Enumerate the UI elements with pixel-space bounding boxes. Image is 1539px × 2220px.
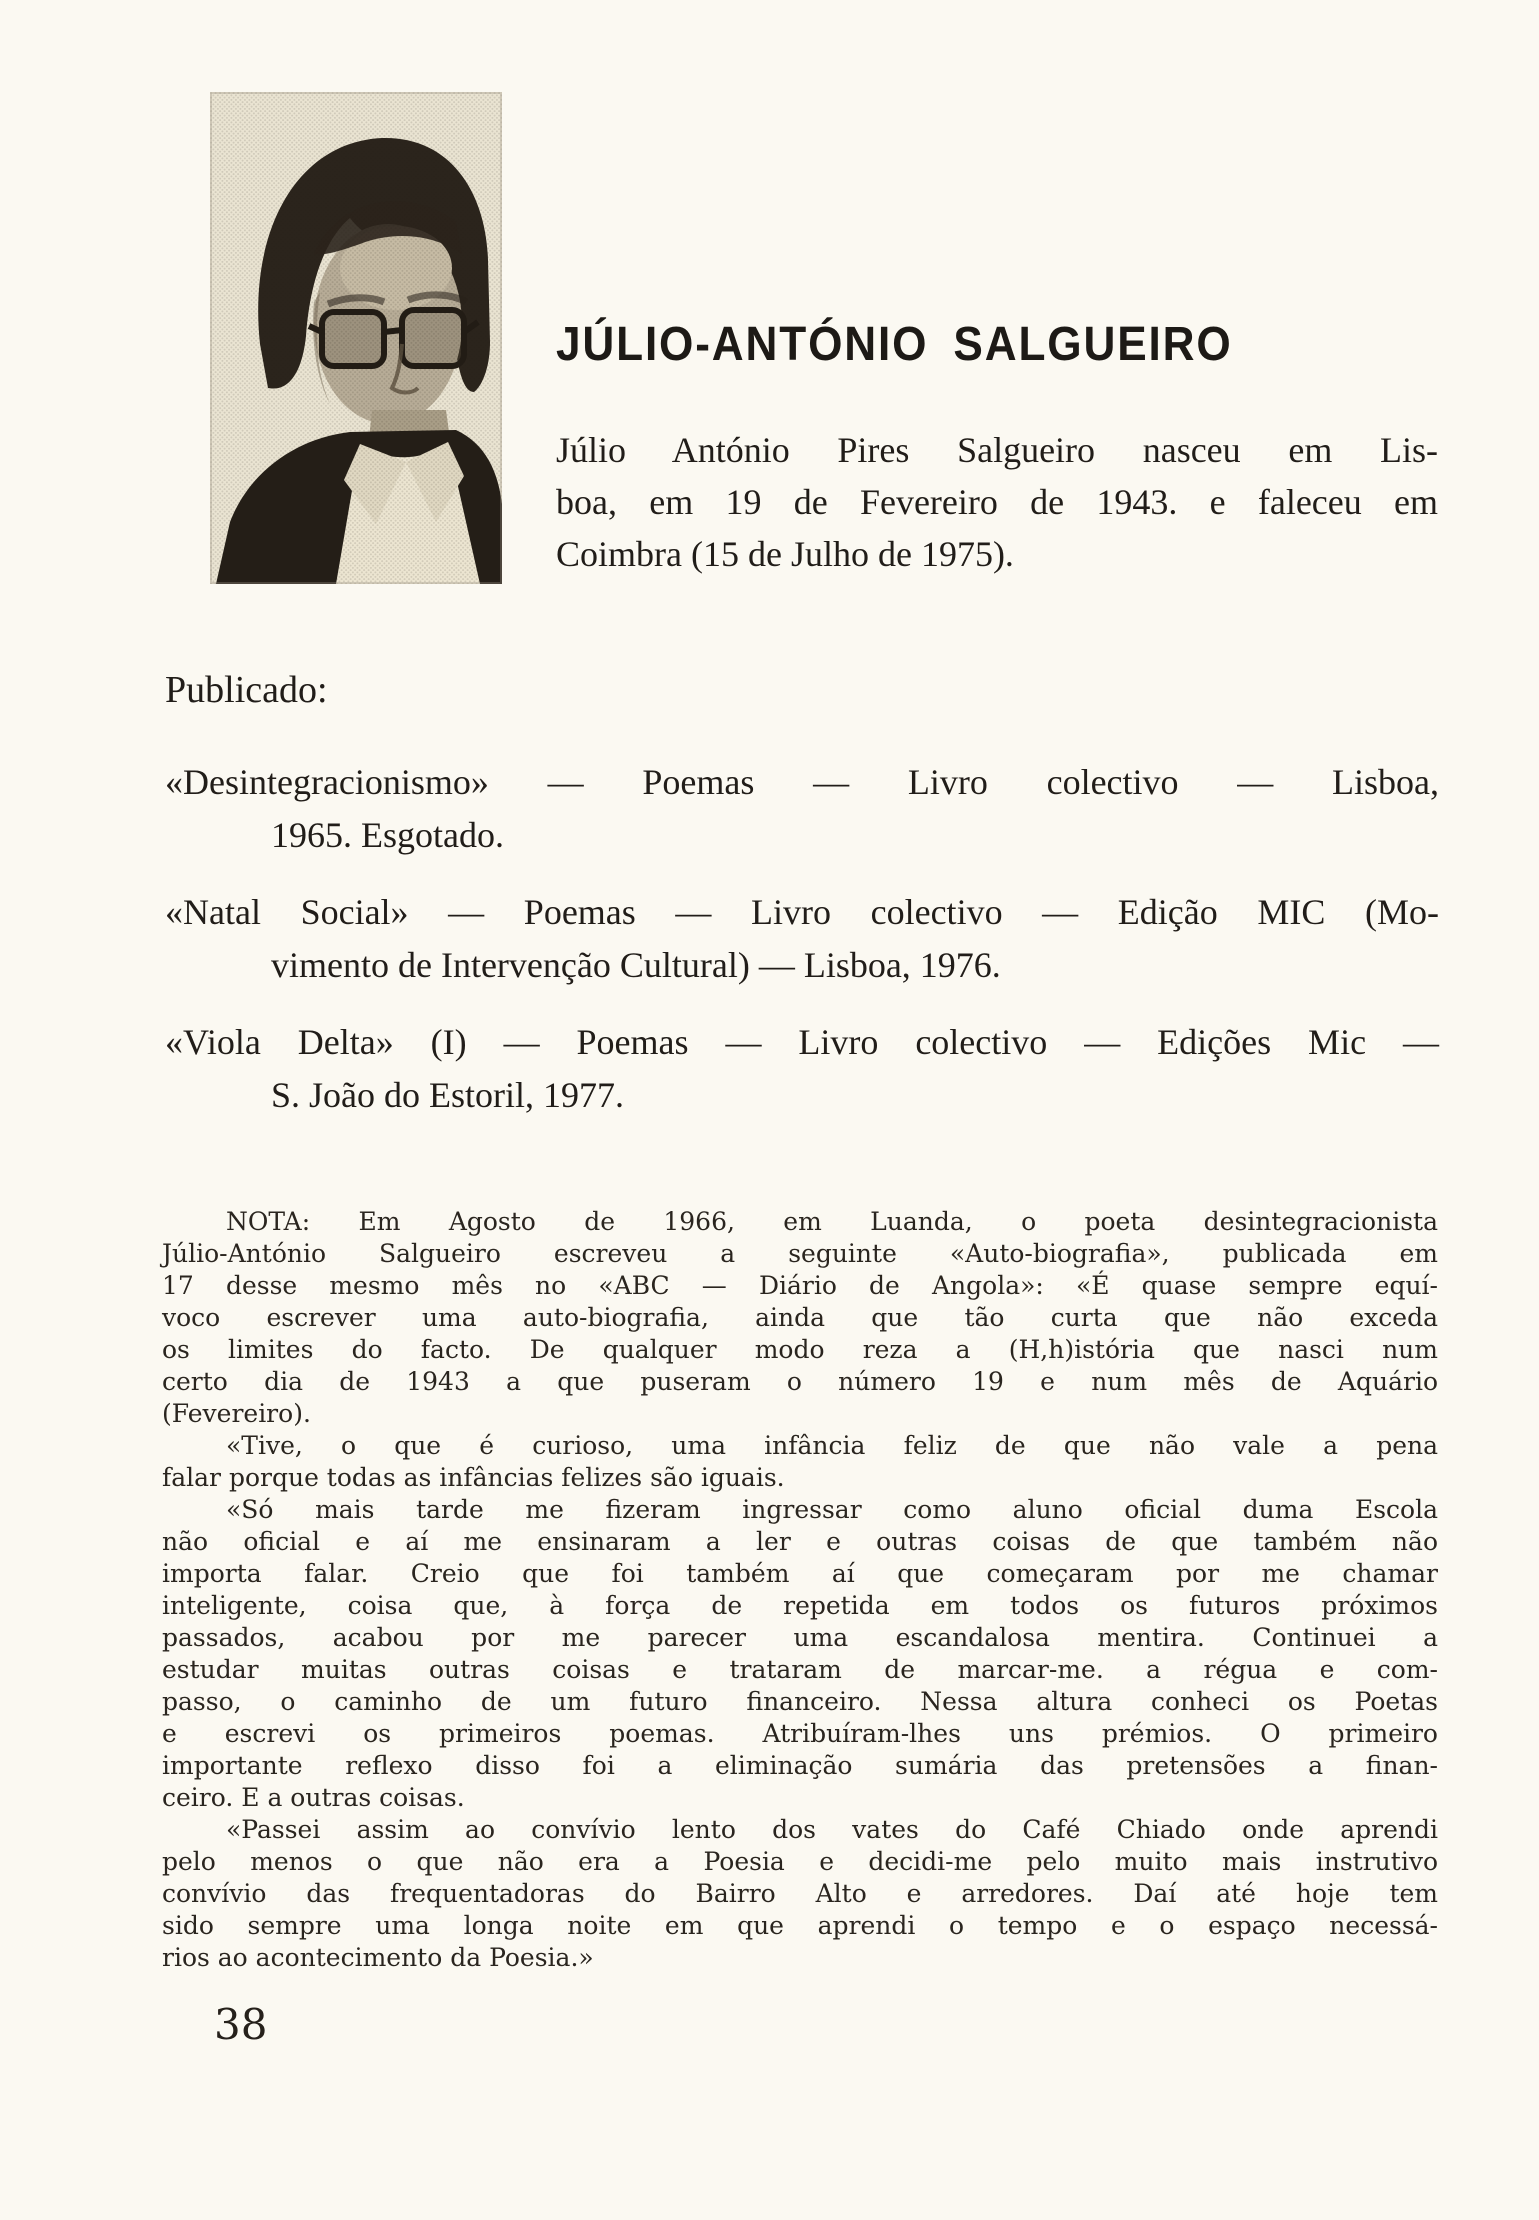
nota-line: sido sempre uma longa noite em que aprendi o tempo e o espaço necessá- [162, 1911, 1438, 1940]
nota-line: importa falar. Creio que foi também aí que começaram por me chamar [162, 1559, 1438, 1588]
nota-line: NOTA: Em Agosto de 1966, em Luanda, o poeta desintegracionista [226, 1207, 1438, 1236]
page-title: JÚLIO-ANTÓNIO SALGUEIRO [556, 318, 1233, 371]
nota-line: estudar muitas outras coisas e trataram de marcar-me. a régua e com- [162, 1655, 1438, 1684]
nota-line: 17 desse mesmo mês no «ABC — Diário de Angola»: «É quase sempre equí- [162, 1271, 1438, 1300]
bio-line: Coimbra (15 de Julho de 1975). [556, 534, 1014, 574]
bio-line: boa, em 19 de Fevereiro de 1943. e faleceu em [556, 482, 1438, 522]
publication-line-1: «Natal Social» — Poemas — Livro colectivo — Edição MIC (Mo- [165, 892, 1439, 932]
nota-line: passados, acabou por me parecer uma escandalosa mentira. Continuei a [162, 1623, 1438, 1652]
bio-line: Júlio António Pires Salgueiro nasceu em Lis- [556, 430, 1438, 470]
nota-line: os limites do facto. De qualquer modo reza a (H,h)istória que nasci num [162, 1335, 1438, 1364]
nota-line: certo dia de 1943 a que puseram o número 19 e num mês de Aquário [162, 1367, 1438, 1396]
nota-paragraph [162, 1494, 1438, 1814]
nota-line: (Fevereiro). [162, 1399, 311, 1428]
portrait-illustration [210, 92, 502, 584]
header-block [556, 318, 1438, 580]
nota-paragraph [162, 1430, 1438, 1494]
publicado-heading: Publicado: [165, 669, 328, 711]
nota-line: pelo menos o que não era a Poesia e decidi-me pelo muito mais instrutivo [162, 1847, 1438, 1876]
nota-line: inteligente, coisa que, à força de repetida em todos os futuros próximos [162, 1591, 1438, 1620]
publication-list [165, 756, 1439, 1146]
nota-paragraph [162, 1814, 1438, 1974]
portrait-photo [210, 92, 502, 584]
nota-line: passo, o caminho de um futuro financeiro. Nessa altura conheci os Poetas [162, 1687, 1438, 1716]
page-number: 38 [214, 2000, 268, 2049]
publication-line-2: S. João do Estoril, 1977. [271, 1075, 625, 1115]
publication-entry [165, 1016, 1439, 1122]
nota-line: «Passei assim ao convívio lento dos vates do Café Chiado onde aprendi [226, 1815, 1438, 1844]
nota-line: «Só mais tarde me fizeram ingressar como aluno oficial duma Escola [226, 1495, 1438, 1524]
nota-line: e escrevi os primeiros poemas. Atribuíram-lhes uns prémios. O primeiro [162, 1719, 1438, 1748]
nota-line: Júlio-António Salgueiro escreveu a seguinte «Auto-biografia», publicada em [162, 1239, 1438, 1268]
nota-line: convívio das frequentadoras do Bairro Alto e arredores. Daí até hoje tem [162, 1879, 1438, 1908]
nota-line: falar porque todas as infâncias felizes são iguais. [162, 1463, 785, 1492]
publication-line-2: vimento de Intervenção Cultural) — Lisboa, 1976. [271, 945, 1001, 985]
publication-entry [165, 886, 1439, 992]
nota-line: «Tive, o que é curioso, uma infância feliz de que não vale a pena [226, 1431, 1438, 1460]
publication-entry [165, 756, 1439, 862]
publication-line-1: «Desintegracionismo» — Poemas — Livro colectivo — Lisboa, [165, 762, 1439, 802]
nota-line: importante reflexo disso foi a eliminação sumária das pretensões a finan- [162, 1751, 1438, 1780]
nota-line: rios ao acontecimento da Poesia.» [162, 1943, 594, 1972]
nota-paragraph [162, 1206, 1438, 1430]
nota-section [162, 1206, 1438, 1974]
publication-line-1: «Viola Delta» (I) — Poemas — Livro colectivo — Edições Mic — [165, 1022, 1439, 1062]
bio-paragraph [556, 424, 1438, 580]
nota-line: não oficial e aí me ensinaram a ler e outras coisas de que também não [162, 1527, 1438, 1556]
publication-line-2: 1965. Esgotado. [271, 815, 504, 855]
nota-line: ceiro. E a outras coisas. [162, 1783, 465, 1812]
nota-line: voco escrever uma auto-biografia, ainda que tão curta que não exceda [162, 1303, 1438, 1332]
